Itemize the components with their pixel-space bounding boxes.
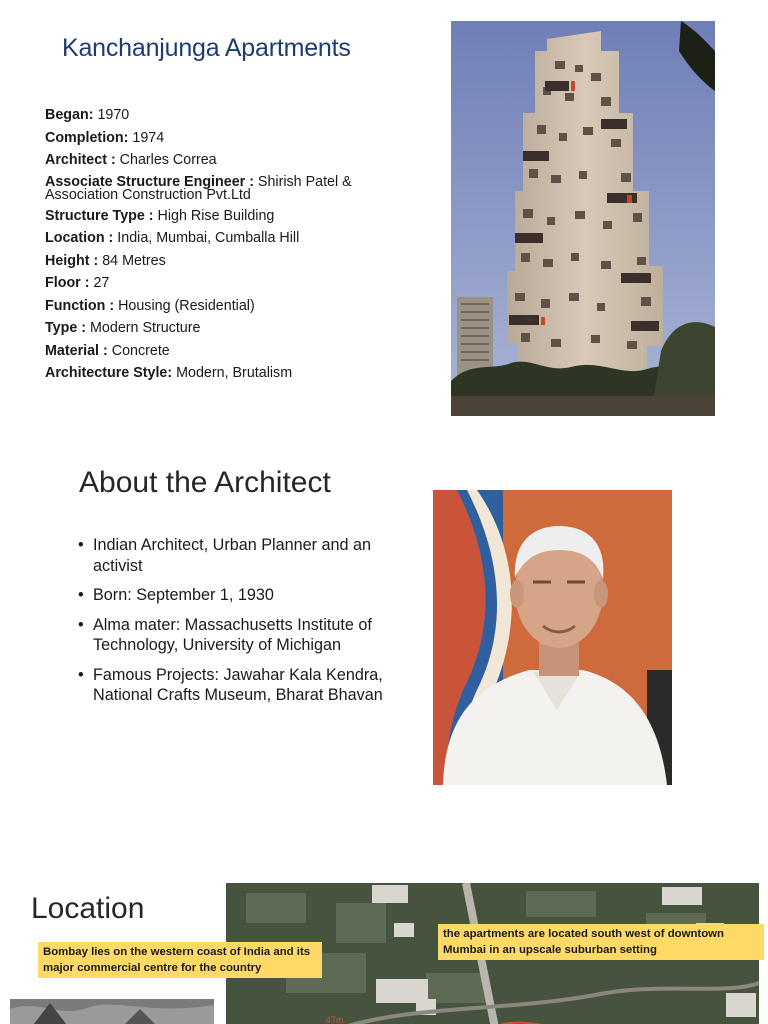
bullet-alma-mater: • Alma mater: Massachusetts Institute of Technology, University of Michigan — [78, 615, 398, 656]
tower-photo — [451, 21, 715, 416]
slide-title: About the Architect — [79, 466, 331, 499]
fact-type: Type : Modern Structure — [45, 320, 201, 336]
slide-location — [0, 850, 768, 1024]
fact-structure-type: Structure Type : High Rise Building — [45, 207, 275, 224]
architect-bullets — [78, 535, 398, 715]
fact-location: Location : India, Mumbai, Cumballa Hill — [45, 230, 300, 246]
facts-list — [45, 104, 425, 385]
slide-title: Location — [31, 892, 145, 925]
slide-kanchanjunga — [0, 0, 768, 430]
fact-completion: Completion: 1974 — [45, 129, 165, 146]
fact-function: Function : Housing (Residential) — [45, 297, 255, 314]
aerial-photo — [10, 999, 214, 1024]
fact-structure-engineer: Associate Structure Engineer : Shirish Patel & Association Construction Pvt.Ltd — [45, 173, 352, 203]
bullet-born: • Born: September 1, 1930 — [78, 585, 398, 606]
fact-floor: Floor : 27 — [45, 275, 110, 291]
map-scale-label: 47m — [326, 1015, 344, 1024]
fact-architect: Architect : Charles Correa — [45, 152, 217, 168]
fact-material: Material : Concrete — [45, 342, 170, 359]
bullet-famous-projects: • Famous Projects: Jawahar Kala Kendra, National Crafts Museum, Bharat Bhavan — [78, 665, 398, 706]
architect-portrait-photo — [433, 490, 672, 785]
fact-architecture-style: Architecture Style: Modern, Brutalism — [45, 365, 293, 381]
slide-title: Kanchanjunga Apartments — [62, 34, 351, 62]
callout-apartments-location: the apartments are located south west of downtown Mumbai in an upscale suburban setting — [438, 924, 764, 960]
slide-about-architect — [0, 430, 768, 850]
fact-height: Height : 84 Metres — [45, 252, 166, 269]
fact-began: Began: 1970 — [45, 107, 130, 123]
callout-bombay: Bombay lies on the western coast of India and its major commercial centre for the country — [38, 942, 322, 978]
bullet-occupation: • Indian Architect, Urban Planner and an activist — [78, 535, 398, 576]
